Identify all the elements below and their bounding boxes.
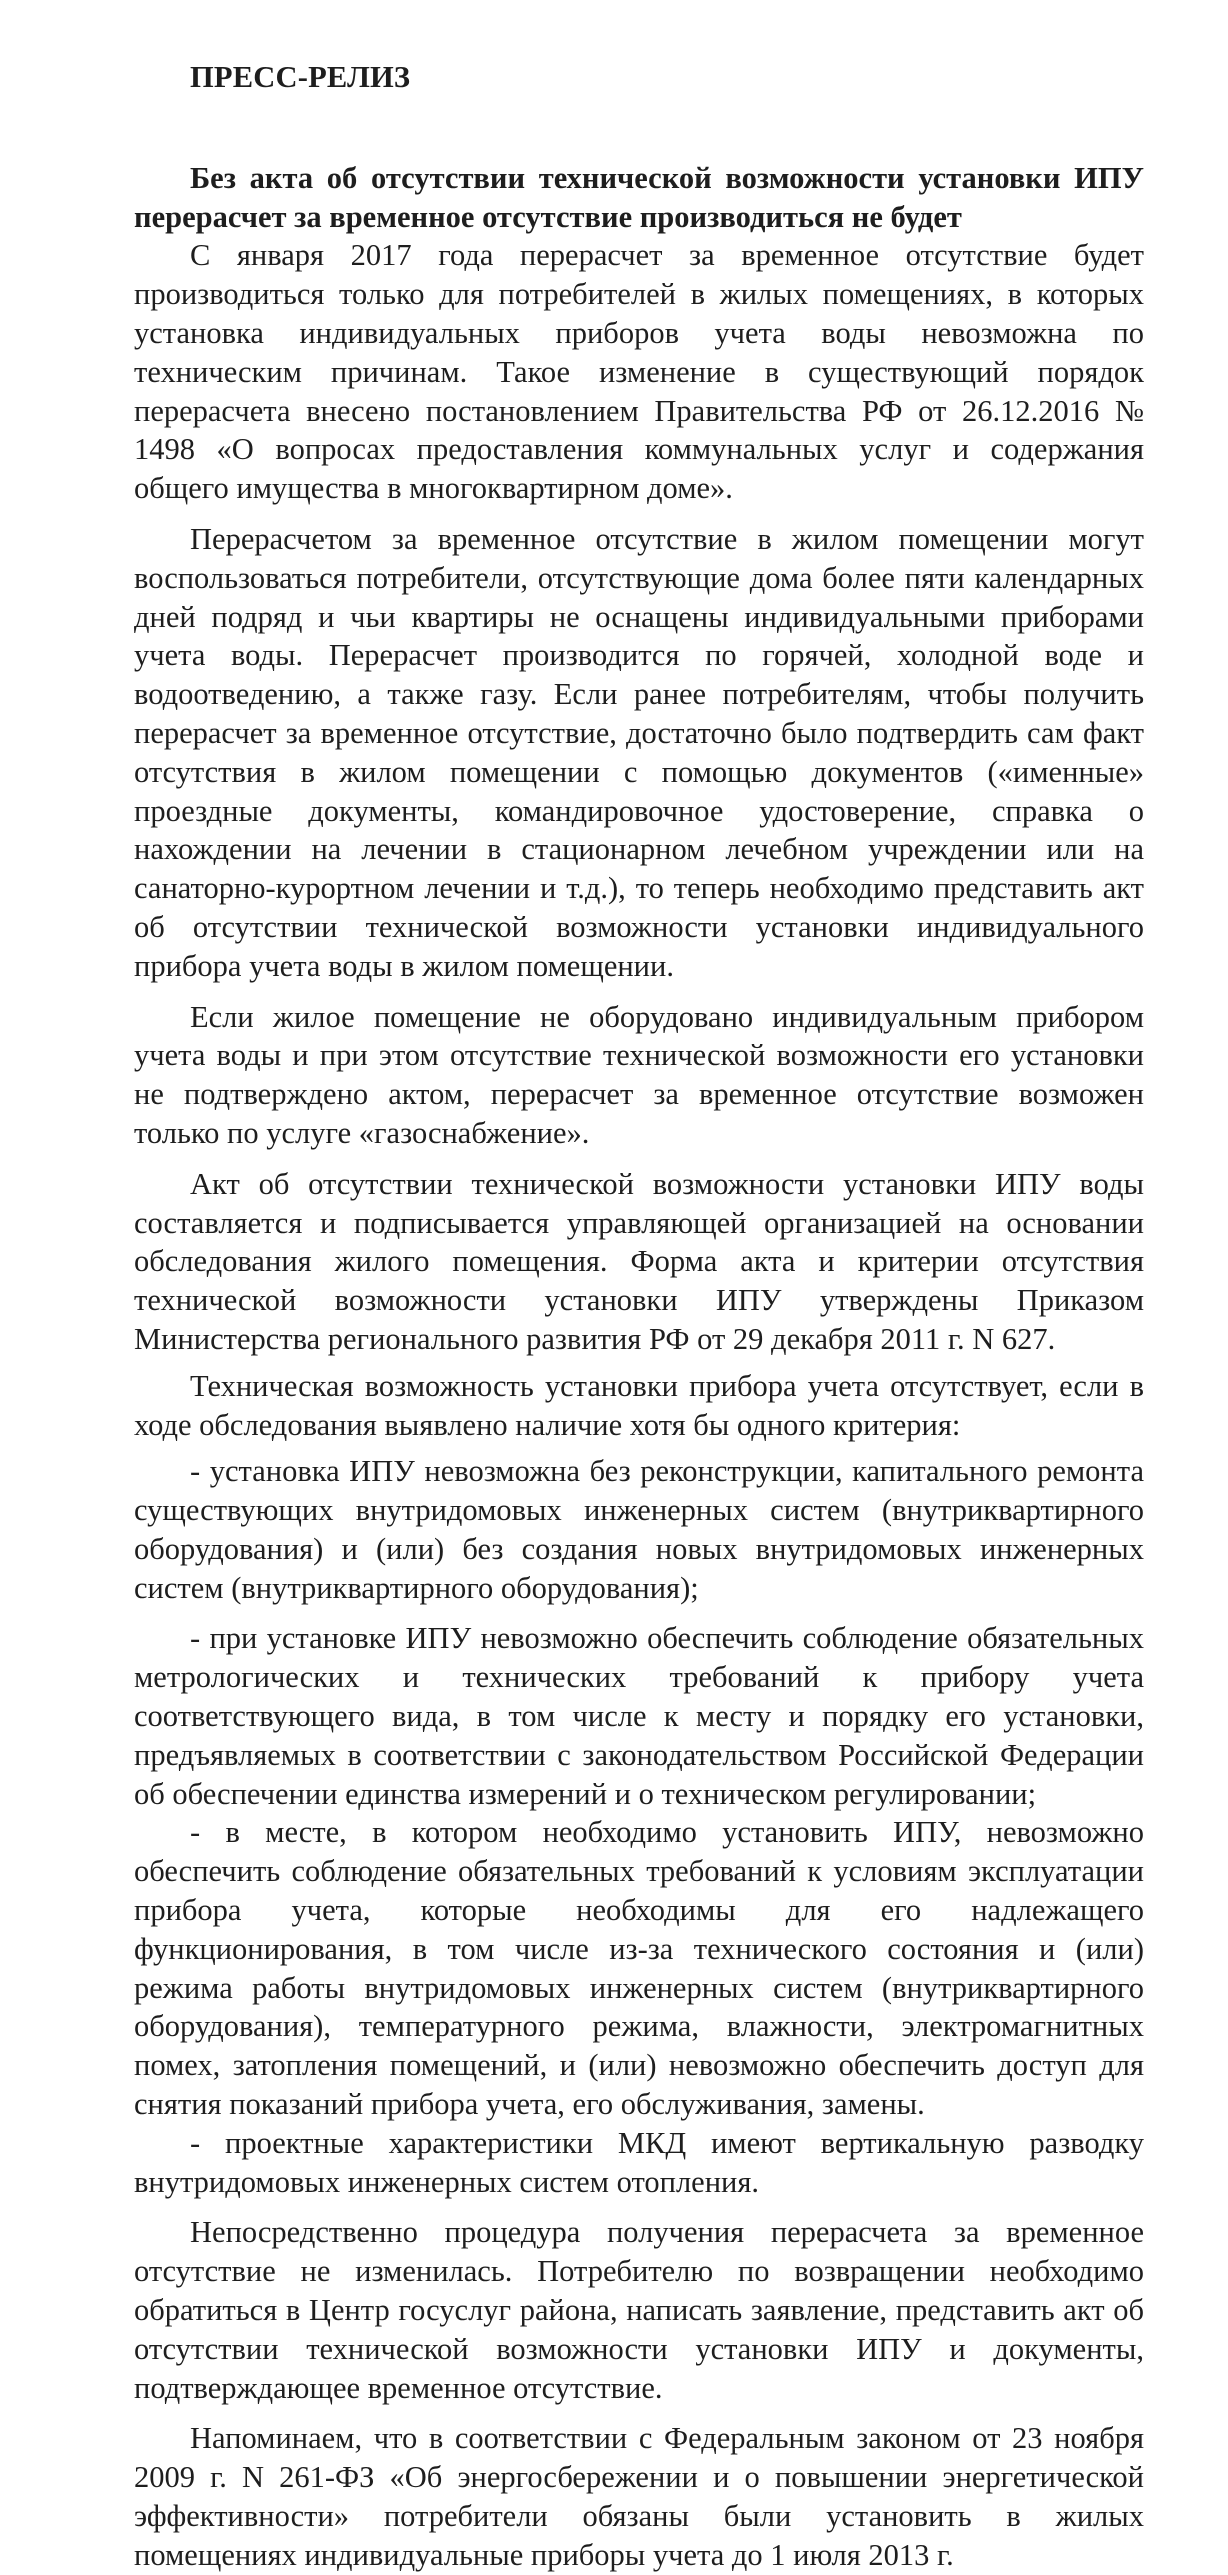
criterion-reconstruction: - установка ИПУ невозможна без реконструкции, капитального ремонта существующих внутридомовых инженерных систем (внутриквартирного оборудования) и (или) без создания новых внутридомовых инженерных систем (внутриквартирного оборудования); xyxy=(134,1454,1144,1605)
criterion-metrological-requirements: - при установке ИПУ невозможно обеспечить соблюдение обязательных метрологических и технических требований к прибору учета соответствующего вида, в том числе к месту и порядку его установки, предъявляемых в соответствии с законодательством Российской Федерации об обеспечении единства измерений и о техническом регулировании; xyxy=(134,1621,1144,1811)
paragraph-act-description: Акт об отсутствии технической возможности установки ИПУ воды составляется и подписывается управляющей организацией на основании обследования жилого помещения. Форма акта и критерии отсутствия технической возможности установки ИПУ утверждены Приказом Министерства регионального развития РФ от 29 декабря 2011 г. N 627. xyxy=(134,1166,1144,1356)
paragraph-gas-supply-only: Если жилое помещение не оборудовано индивидуальным прибором учета воды и при этом отсутствие технической возможности его установки не подтверждено актом, перерасчет за временное отсутствие возможен только по услуге «газоснабжение». xyxy=(134,999,1144,1150)
paragraph-intro: С января 2017 года перерасчет за временное отсутствие будет производиться только для потребителей в жилых помещениях, в которых установка индивидуальных приборов учета воды невозможна по техническим причинам. Такое изменение в существующий порядок перерасчета внесено постановлением Правительства РФ от 26.12.2016 № 1498 «О вопросах предоставления коммунальных услуг и содержания общего имущества в многоквартирном доме». xyxy=(134,238,1144,506)
press-release-page xyxy=(134,58,1144,2575)
paragraph-criteria-intro: Техническая возможность установки прибора учета отсутствует, если в ходе обследования выявлено наличие хотя бы одного критерия: xyxy=(134,1368,1144,1442)
paragraph-recalculation-conditions: Перерасчетом за временное отсутствие в жилом помещении могут воспользоваться потребители, отсутствующие дома более пяти календарных дней подряд и чьи квартиры не оснащены индивидуальными приборами учета воды. Перерасчет производится по горячей, холодной воде и водоотведению, а также газу. Если ранее потребителям, чтобы получить перерасчет за временное отсутствие, достаточно было подтвердить сам факт отсутствия в жилом помещении с помощью документов («именные» проездные документы, командировочное удостоверение, справка о нахождении на лечении в стационарном лечебном учреждении или на санаторно-курортном лечении и т.д.), то теперь необходимо представить акт об отсутствии технической возможности установки индивидуального прибора учета воды в жилом помещении. xyxy=(134,521,1144,983)
press-release-heading: ПРЕСС-РЕЛИЗ xyxy=(190,60,411,94)
press-release-title: Без акта об отсутствии технической возможности установки ИПУ перерасчет за временное отсутствие производиться не будет xyxy=(134,160,1144,234)
criterion-operating-conditions: - в месте, в котором необходимо установить ИПУ, невозможно обеспечить соблюдение обязательных требований к условиям эксплуатации прибора учета, которые необходимы для его надлежащего функционирования, в том числе из-за технического состояния и (или) режима работы внутридомовых инженерных систем (внутриквартирного оборудования), температурного режима, влажности, электромагнитных помех, затопления помещений, и (или) невозможно обеспечить доступ для снятия показаний прибора учета, его обслуживания, замены. xyxy=(134,1815,1144,2122)
paragraph-procedure: Непосредственно процедура получения перерасчета за временное отсутствие не изменилась. Потребителю по возвращении необходимо обратиться в Центр госуслуг района, написать заявление, представить акт об отсутствии технической возможности установки ИПУ и документы, подтверждающее временное отсутствие. xyxy=(134,2215,1144,2405)
criterion-vertical-wiring: - проектные характеристики МКД имеют вертикальную разводку внутридомовых инженерных систем отопления. xyxy=(134,2125,1144,2199)
paragraph-reminder: Напоминаем, что в соответствии с Федеральным законом от 23 ноября 2009 г. N 261-ФЗ «Об энергосбережении и о повышении энергетической эффективности» потребители обязаны были установить в жилых помещениях индивидуальные приборы учета до 1 июля 2013 г. xyxy=(134,2421,1144,2572)
